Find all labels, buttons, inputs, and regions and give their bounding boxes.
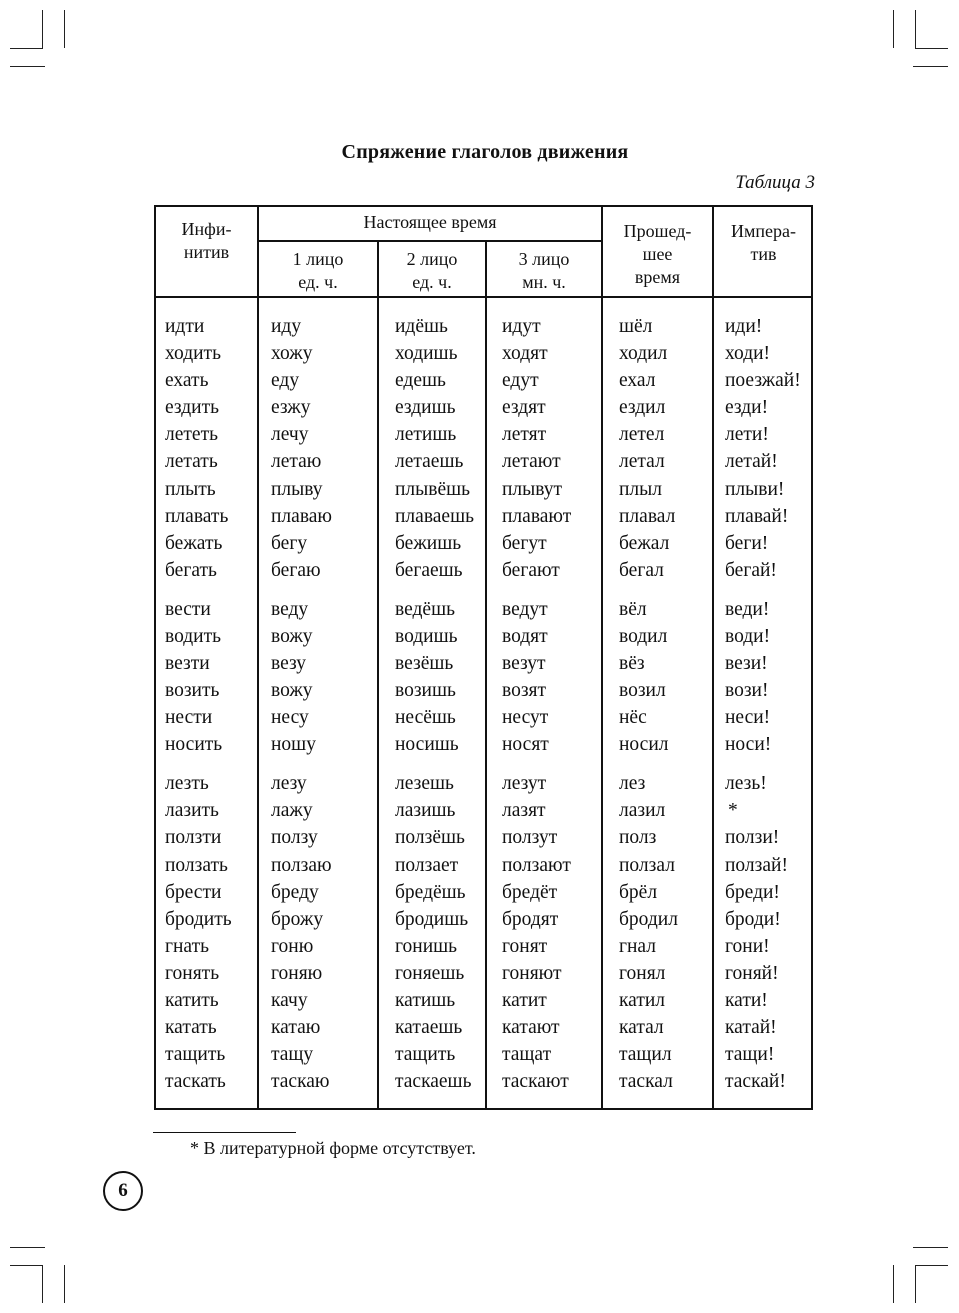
- cell-person1: вожу: [271, 680, 313, 702]
- cell-imperative: вози!: [725, 680, 769, 702]
- cell-infinitive: плыть: [165, 478, 216, 500]
- cell-imperative: води!: [725, 625, 771, 647]
- header-person3-line1: 3 лицо: [518, 249, 570, 269]
- cell-infinitive: нести: [165, 707, 213, 729]
- cell-infinitive: вести: [165, 598, 211, 620]
- cell-infinitive: катать: [165, 1017, 217, 1039]
- cell-person3: бегают: [502, 559, 560, 581]
- group-gap: [271, 758, 332, 770]
- group-gap: [725, 758, 801, 770]
- cell-imperative: ползи!: [725, 827, 780, 849]
- page-title: Спряжение глаголов движения: [341, 141, 629, 163]
- cell-person2: катаешь: [395, 1017, 463, 1039]
- cell-person2: летаешь: [395, 451, 464, 473]
- footnote-rule: [153, 1132, 296, 1133]
- cell-past: вёз: [619, 653, 645, 675]
- cell-infinitive: лезть: [165, 773, 209, 795]
- column-past: [619, 313, 678, 1095]
- cell-person3: бродят: [502, 908, 559, 930]
- cell-infinitive: идти: [165, 316, 205, 337]
- cell-imperative: броди!: [725, 908, 781, 930]
- cell-past: бежал: [619, 532, 670, 554]
- cell-infinitive: тащить: [165, 1044, 226, 1066]
- cell-person1: брожу: [271, 908, 324, 930]
- group-gap: [502, 758, 571, 770]
- cell-imperative: носи!: [725, 734, 772, 756]
- cell-past: брёл: [619, 881, 658, 903]
- cell-person1: ползаю: [271, 854, 332, 876]
- cell-person1: вожу: [271, 625, 313, 647]
- cell-infinitive: везти: [165, 653, 210, 675]
- cell-person3: гоняют: [502, 962, 562, 984]
- cell-person2: лезешь: [395, 773, 454, 795]
- cell-person2: таскаешь: [395, 1071, 472, 1093]
- cell-person1: хожу: [271, 343, 313, 365]
- cell-imperative: неси!: [725, 707, 771, 729]
- cell-imperative: ходи!: [725, 343, 771, 365]
- header-person2-line1: 2 лицо: [406, 249, 458, 269]
- cell-person2: плывёшь: [395, 478, 471, 500]
- cell-person2: тащить: [395, 1044, 456, 1066]
- header-person1: [259, 248, 377, 294]
- cell-person2: бегаешь: [395, 559, 463, 581]
- cell-person1: гоню: [271, 935, 314, 957]
- cell-imperative: иди!: [725, 316, 763, 337]
- cell-person1: таскаю: [271, 1071, 330, 1093]
- cell-infinitive: катить: [165, 990, 219, 1012]
- cell-imperative: плавай!: [725, 505, 789, 527]
- cell-infinitive: бегать: [165, 559, 217, 581]
- cell-person3: водят: [502, 625, 548, 647]
- divider-past: [712, 205, 714, 1110]
- cell-person3: гонят: [502, 935, 548, 957]
- cell-person2: ползёшь: [395, 827, 465, 849]
- cell-person2: ходишь: [395, 343, 458, 365]
- cell-past: летел: [619, 424, 665, 446]
- cell-imperative: гони!: [725, 935, 770, 957]
- cell-person1: гоняю: [271, 962, 323, 984]
- cell-person2: летишь: [395, 424, 457, 446]
- group-gap: [619, 584, 678, 596]
- header-imperative-line1: Импера-: [731, 221, 796, 241]
- cell-infinitive: гнать: [165, 935, 209, 957]
- cell-infinitive: возить: [165, 680, 220, 702]
- cell-person3: едут: [502, 370, 539, 392]
- header-infinitive-line2: нитив: [183, 242, 230, 262]
- cell-imperative: катай!: [725, 1017, 777, 1039]
- table-frame: [154, 205, 813, 1110]
- cell-imperative: вези!: [725, 653, 768, 675]
- cell-person1: везу: [271, 653, 307, 675]
- cell-person2: несёшь: [395, 707, 456, 729]
- cell-person1: лезу: [271, 773, 307, 795]
- cell-past: плыл: [619, 478, 662, 500]
- cell-person1: ношу: [271, 734, 316, 756]
- cell-infinitive: таскать: [165, 1071, 226, 1093]
- cell-infinitive: брести: [165, 881, 222, 903]
- divider-p1: [377, 241, 379, 1110]
- group-gap: [395, 758, 474, 770]
- cell-past: катал: [619, 1017, 664, 1039]
- cell-infinitive: лететь: [165, 424, 218, 446]
- cell-person2: возишь: [395, 680, 456, 702]
- cell-imperative: тащи!: [725, 1044, 775, 1066]
- header-person2-line2: ед. ч.: [412, 272, 452, 292]
- cell-infinitive: ползать: [165, 854, 228, 876]
- cell-person3: возят: [502, 680, 547, 702]
- cell-person1: ползу: [271, 827, 318, 849]
- cell-person3: лезут: [502, 773, 547, 795]
- cell-imperative: бегай!: [725, 559, 777, 581]
- cell-person2: ездишь: [395, 397, 456, 419]
- cell-person1: еду: [271, 370, 300, 392]
- cell-past: бегал: [619, 559, 664, 581]
- column-person3: [502, 313, 571, 1095]
- cell-person3: плывут: [502, 478, 563, 500]
- cell-person3: ползают: [502, 854, 571, 876]
- cell-person1: лажу: [271, 800, 313, 822]
- cell-past: гнал: [619, 935, 656, 957]
- cell-person1: бегу: [271, 532, 308, 554]
- cell-person3: бредёт: [502, 881, 558, 903]
- group-gap: [619, 758, 678, 770]
- cell-infinitive: бежать: [165, 532, 223, 554]
- cell-person1: качу: [271, 990, 308, 1012]
- divider-p2: [485, 241, 487, 1110]
- cell-infinitive: ездить: [165, 397, 220, 419]
- cell-imperative: поезжай!: [725, 370, 801, 392]
- header-person3: [487, 248, 601, 294]
- cell-person2: везёшь: [395, 653, 454, 675]
- cell-person3: несут: [502, 707, 549, 729]
- cell-infinitive: гонять: [165, 962, 220, 984]
- cell-past: бродил: [619, 908, 678, 930]
- cell-imperative: веди!: [725, 598, 770, 620]
- cell-past: ползал: [619, 854, 675, 876]
- header-person3-line2: мн. ч.: [522, 272, 566, 292]
- header-infinitive: [156, 218, 257, 264]
- cell-infinitive: бродить: [165, 908, 232, 930]
- header-person1-line1: 1 лицо: [292, 249, 344, 269]
- cell-person1: иду: [271, 316, 302, 337]
- cell-past: нёс: [619, 707, 647, 729]
- cell-person2: ползает: [395, 854, 459, 876]
- column-infinitive: [165, 313, 232, 1095]
- cell-person2: ведёшь: [395, 598, 455, 620]
- cell-imperative: кати!: [725, 990, 768, 1012]
- header-past-line1: Прошед-: [623, 221, 692, 241]
- cell-person3: лазят: [502, 800, 546, 822]
- cell-person1: тащу: [271, 1044, 314, 1066]
- cell-person2: гоняешь: [395, 962, 465, 984]
- group-gap: [395, 584, 474, 596]
- header-person2: [379, 248, 485, 294]
- cell-person3: идут: [502, 316, 541, 337]
- cell-past: ехал: [619, 370, 656, 392]
- divider-p3: [601, 205, 603, 1110]
- cell-person2: бредёшь: [395, 881, 466, 903]
- header-present: Настоящее время: [363, 212, 497, 232]
- cell-person3: носят: [502, 734, 549, 756]
- group-gap: [725, 584, 801, 596]
- header-infinitive-line1: Инфи-: [181, 219, 232, 239]
- cell-person2: плаваешь: [395, 505, 474, 527]
- cell-person1: веду: [271, 598, 309, 620]
- divider-infinitive: [257, 205, 259, 1110]
- cell-person3: летают: [502, 451, 561, 473]
- cell-person1: бреду: [271, 881, 319, 903]
- divider-present-subheader: [257, 240, 603, 242]
- cell-imperative: езди!: [725, 397, 769, 419]
- cell-person3: ездят: [502, 397, 546, 419]
- cell-person3: таскают: [502, 1071, 569, 1093]
- cell-imperative: ползай!: [725, 854, 788, 876]
- cell-person3: ведут: [502, 598, 548, 620]
- cell-person3: тащат: [502, 1044, 552, 1066]
- cell-past: таскал: [619, 1071, 673, 1093]
- group-gap: [165, 584, 232, 596]
- cell-person2: гонишь: [395, 935, 458, 957]
- header-past-line2: шее: [642, 244, 673, 264]
- cell-imperative: бреди!: [725, 881, 780, 903]
- cell-imperative: беги!: [725, 532, 769, 554]
- cell-past: катил: [619, 990, 666, 1012]
- cell-person1: лечу: [271, 424, 309, 446]
- cell-person3: бегут: [502, 532, 547, 554]
- cell-imperative: *: [728, 800, 738, 822]
- cell-person2: лазишь: [395, 800, 456, 822]
- header-past-line3: время: [634, 267, 681, 287]
- cell-infinitive: ехать: [165, 370, 209, 392]
- cell-person1: бегаю: [271, 559, 321, 581]
- cell-past: ездил: [619, 397, 666, 419]
- cell-past: тащил: [619, 1044, 672, 1066]
- group-gap: [165, 758, 232, 770]
- cell-infinitive: летать: [165, 451, 218, 473]
- header-imperative-line2: тив: [750, 244, 777, 264]
- cell-past: ходил: [619, 343, 668, 365]
- cell-person1: езжу: [271, 397, 311, 419]
- cell-person1: плыву: [271, 478, 323, 500]
- cell-past: лез: [619, 773, 646, 795]
- column-imperative: [725, 313, 801, 1095]
- cell-infinitive: водить: [165, 625, 222, 647]
- column-person2: [395, 313, 474, 1095]
- header-past: [603, 220, 712, 289]
- cell-person1: летаю: [271, 451, 322, 473]
- cell-past: вёл: [619, 598, 647, 620]
- table-label: Таблица 3: [735, 172, 815, 193]
- cell-infinitive: ходить: [165, 343, 221, 365]
- cell-imperative: летай!: [725, 451, 778, 473]
- column-person1: [271, 313, 332, 1095]
- footnote: * В литературной форме отсутствует.: [190, 1138, 476, 1158]
- cell-past: летал: [619, 451, 665, 473]
- cell-infinitive: лазить: [165, 800, 219, 822]
- cell-past: возил: [619, 680, 666, 702]
- header-person1-line2: ед. ч.: [298, 272, 338, 292]
- cell-past: водил: [619, 625, 668, 647]
- cell-imperative: лезь!: [725, 773, 767, 795]
- cell-person2: водишь: [395, 625, 458, 647]
- cell-infinitive: ползти: [165, 827, 222, 849]
- cell-person1: несу: [271, 707, 309, 729]
- cell-person2: идёшь: [395, 316, 448, 337]
- cell-person3: летят: [502, 424, 547, 446]
- cell-imperative: плыви!: [725, 478, 785, 500]
- header-imperative: [714, 220, 813, 266]
- cell-person1: катаю: [271, 1017, 321, 1039]
- cell-infinitive: плавать: [165, 505, 229, 527]
- cell-person2: бродишь: [395, 908, 469, 930]
- cell-past: шёл: [619, 316, 653, 337]
- cell-person3: катают: [502, 1017, 560, 1039]
- divider-header-body: [154, 296, 813, 298]
- cell-person2: бежишь: [395, 532, 462, 554]
- cell-past: гонял: [619, 962, 666, 984]
- cell-person3: катит: [502, 990, 547, 1012]
- cell-past: плавал: [619, 505, 676, 527]
- cell-person1: плаваю: [271, 505, 332, 527]
- page-number: 6: [103, 1171, 143, 1211]
- cell-person2: едешь: [395, 370, 446, 392]
- cell-imperative: таскай!: [725, 1071, 786, 1093]
- cell-person3: плавают: [502, 505, 572, 527]
- cell-person3: ходят: [502, 343, 548, 365]
- cell-person2: катишь: [395, 990, 456, 1012]
- cell-past: полз: [619, 827, 657, 849]
- cell-imperative: лети!: [725, 424, 769, 446]
- cell-person2: носишь: [395, 734, 459, 756]
- cell-imperative: гоняй!: [725, 962, 779, 984]
- cell-person3: везут: [502, 653, 546, 675]
- group-gap: [502, 584, 571, 596]
- cell-person3: ползут: [502, 827, 558, 849]
- group-gap: [271, 584, 332, 596]
- cell-past: носил: [619, 734, 669, 756]
- cell-infinitive: носить: [165, 734, 223, 756]
- cell-past: лазил: [619, 800, 666, 822]
